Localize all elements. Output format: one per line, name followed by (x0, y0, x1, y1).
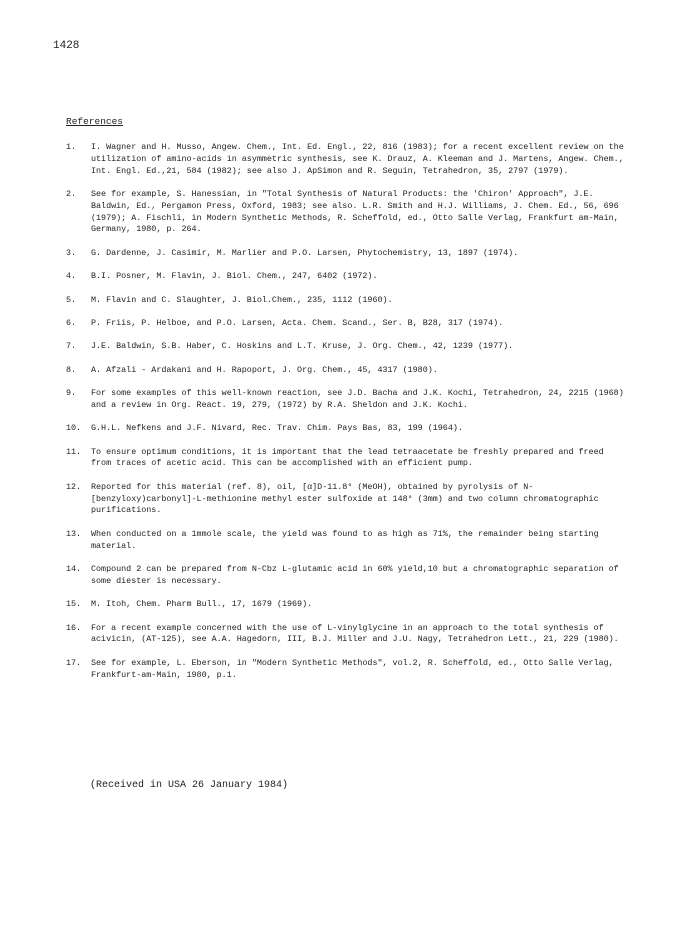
reference-text: B.I. Posner, M. Flavin, J. Biol. Chem., 247, 6402 (1972). (91, 271, 378, 282)
reference-item (66, 189, 626, 236)
reference-item (66, 623, 626, 647)
reference-text: G. Dardenne, J. Casimir, M. Marlier and P.O. Larsen, Phytochemistry, 13, 1897 (1974). (91, 247, 519, 258)
reference-text: G.H.L. Nefkens and J.F. Nivard, Rec. Trav. Chim. Pays Bas, 83, 199 (1964). (91, 423, 463, 434)
reference-number: 2. (66, 188, 77, 199)
reference-text: For a recent example concerned with the use of L-vinylglycine in an approach to the total synthesis of acivicin, (AT-125), see A.A. Hagedorn, III, B.J. Miller and J.U. Nagy, Tetrahedron Lett., 21, 229 (1980). (91, 622, 619, 645)
reference-number: 17. (66, 657, 82, 668)
reference-text: M. Itoh, Chem. Pharm Bull., 17, 1679 (1969). (91, 599, 313, 610)
reference-number: 8. (66, 364, 77, 375)
reference-item (66, 423, 626, 435)
reference-text: Reported for this material (ref. 8), oil, [α]D-11.8° (MeOH), obtained by pyrolysis of N-[benzyloxy)carbonyl]-L-methionine methyl ester sulfoxide at 148° (3mm) and two column chromatographic purifications. (91, 481, 599, 516)
reference-item (66, 599, 626, 611)
reference-number: 5. (66, 294, 77, 305)
references-heading: References (66, 116, 124, 127)
reference-text: A. Afzali - Ardakani and H. Rapoport, J. Org. Chem., 45, 4317 (1980). (91, 364, 438, 375)
reference-number: 1. (66, 142, 77, 152)
received-date: (Received in USA 26 January 1984) (90, 780, 289, 791)
reference-number: 6. (66, 317, 77, 328)
reference-item (66, 658, 626, 682)
reference-item (66, 564, 626, 588)
reference-number: 14. (66, 564, 82, 575)
reference-item (66, 318, 626, 330)
reference-text: Compound 2 can be prepared from N-Cbz L-glutamic acid in 60% yield,10 but a chromatographic separation of some diester is necessary. (91, 564, 619, 586)
reference-item (66, 142, 626, 177)
reference-text: See for example, S. Hanessian, in "Total Synthesis of Natural Products: the 'Chiron' Approach", J.E. Baldwin, Ed., Pergamon Press, Oxford, 1983; see also. L.R. Smith and H.J. Williams, J. Chem. Ed., 56, 696 (1979); A. Fischli, in Modern Synthetic Methods, R. Scheffold, ed., Otto Salle Verlag, Frankfurt am-Main, Germany, 1980, p. 264. (91, 188, 619, 235)
reference-text: When conducted on a 1mmole scale, the yield was found to as high as 71%, the remainder being starting material. (91, 528, 599, 551)
reference-number: 3. (66, 247, 77, 258)
reference-item (66, 365, 626, 377)
reference-number: 11. (66, 446, 82, 457)
reference-number: 7. (66, 341, 77, 352)
page-number: 1428 (53, 40, 80, 52)
reference-item (66, 447, 626, 471)
reference-item (66, 295, 626, 307)
reference-text: For some examples of this well-known reaction, see J.D. Bacha and J.K. Kochi, Tetrahedron, 24, 2215 (1968) and a review in Org. React. 19, 279, (1972) by R.A. Sheldon and J.K. Kochi. (91, 388, 624, 410)
reference-text: I. Wagner and H. Musso, Angew. Chem., Int. Ed. Engl., 22, 816 (1983); for a recent excellent review on the utilization of amino-acids in asymmetric synthesis, see K. Drauz, A. Kleeman and J. Martens, Angew. Chem., Int. Engl. Ed.,21, 584 (1982); see also J. ApSimon and R. Seguin, Tetrahedron, 35, 2797 (1979). (91, 142, 624, 176)
reference-text: To ensure optimum conditions, it is important that the lead tetraacetate be freshly prepared and freed from traces of acetic acid. This can be accomplished with an efficient pump. (91, 446, 604, 469)
reference-item (66, 529, 626, 553)
reference-number: 10. (66, 423, 82, 434)
references-list (66, 142, 626, 693)
reference-number: 4. (66, 271, 77, 282)
reference-text: See for example, L. Eberson, in "Modern Synthetic Methods", vol.2, R. Scheffold, ed., Otto Salle Verlag, Frankfurt-am-Main, 1980, p.1. (91, 657, 614, 680)
reference-text: M. Flavin and C. Slaughter, J. Biol.Chem., 235, 1112 (1960). (91, 294, 393, 305)
reference-number: 9. (66, 388, 77, 399)
reference-number: 12. (66, 481, 82, 492)
reference-number: 15. (66, 599, 82, 610)
reference-text: J.E. Baldwin, S.B. Haber, C. Hoskins and L.T. Kruse, J. Org. Chem., 42, 1239 (1977). (91, 341, 514, 352)
reference-text: P. Friis, P. Helboe, and P.O. Larsen, Acta. Chem. Scand., Ser. B, B28, 317 (1974). (91, 317, 504, 328)
reference-number: 16. (66, 622, 82, 633)
reference-item (66, 482, 626, 517)
reference-item (66, 388, 626, 412)
reference-item (66, 248, 626, 260)
reference-number: 13. (66, 528, 82, 539)
reference-item (66, 341, 626, 353)
reference-item (66, 271, 626, 283)
